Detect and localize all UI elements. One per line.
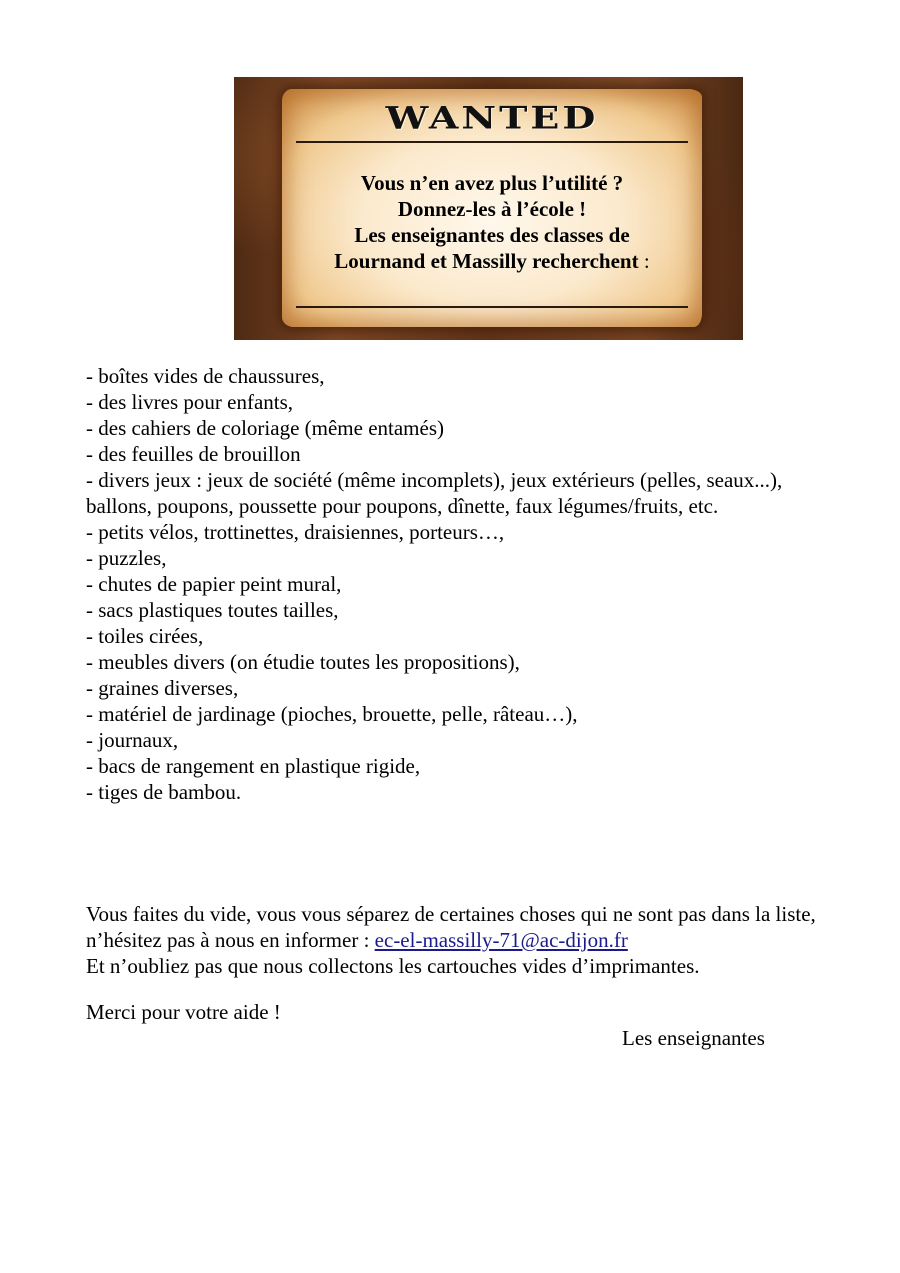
list-item: - sacs plastiques toutes tailles, <box>86 598 339 622</box>
list-item: - tiges de bambou. <box>86 780 242 804</box>
list-item: - des livres pour enfants, <box>86 390 294 414</box>
email-link[interactable]: ec-el-massilly-71@ac-dijon.fr <box>374 928 628 952</box>
poster-line-last <box>282 248 702 274</box>
poster-message <box>282 170 702 274</box>
list-item: - boîtes vides de chaussures, <box>86 364 325 388</box>
wanted-title: WANTED <box>385 99 599 136</box>
list-item: - puzzles, <box>86 546 167 570</box>
list-item: - chutes de papier peint mural, <box>86 572 342 596</box>
list-item: - des feuilles de brouillon <box>86 442 301 466</box>
list-item: - divers jeux : jeux de société (même incomplets), jeux extérieurs (pelles, seaux...), ballons, poupons, poussette pour poupons, dînette, faux légumes/fruits, etc. <box>86 468 783 518</box>
wanted-poster <box>234 77 743 340</box>
poster-line: Les enseignantes des classes de <box>354 223 630 247</box>
signature: Les enseignantes <box>622 1026 765 1050</box>
closing-paragraph <box>86 901 816 979</box>
list-item: - matériel de jardinage (pioches, brouette, pelle, râteau…), <box>86 702 578 726</box>
poster-line: Vous n’en avez plus l’utilité ? <box>360 171 624 195</box>
closing-text: Vous faites du vide, vous vous séparez de certaines choses qui ne sont pas dans la liste, n’hésitez pas à nous en informer : <box>86 902 816 952</box>
poster-line-text: Lournand et Massilly recherchent <box>334 249 639 273</box>
thanks-text: Merci pour votre aide ! <box>86 1000 281 1024</box>
wanted-items-list <box>86 363 786 805</box>
list-item: - toiles cirées, <box>86 624 204 648</box>
list-item: - journaux, <box>86 728 179 752</box>
list-item: - des cahiers de coloriage (même entamés) <box>86 416 444 440</box>
poster-colon: : <box>638 249 650 273</box>
cartridges-text: Et n’oubliez pas que nous collectons les cartouches vides d’imprimantes. <box>86 954 700 978</box>
list-item: - petits vélos, trottinettes, draisiennes, porteurs…, <box>86 520 505 544</box>
list-item: - graines diverses, <box>86 676 239 700</box>
poster-line: Donnez-les à l’école ! <box>397 197 587 221</box>
list-item: - meubles divers (on étudie toutes les propositions), <box>86 650 520 674</box>
list-item: - bacs de rangement en plastique rigide, <box>86 754 421 778</box>
